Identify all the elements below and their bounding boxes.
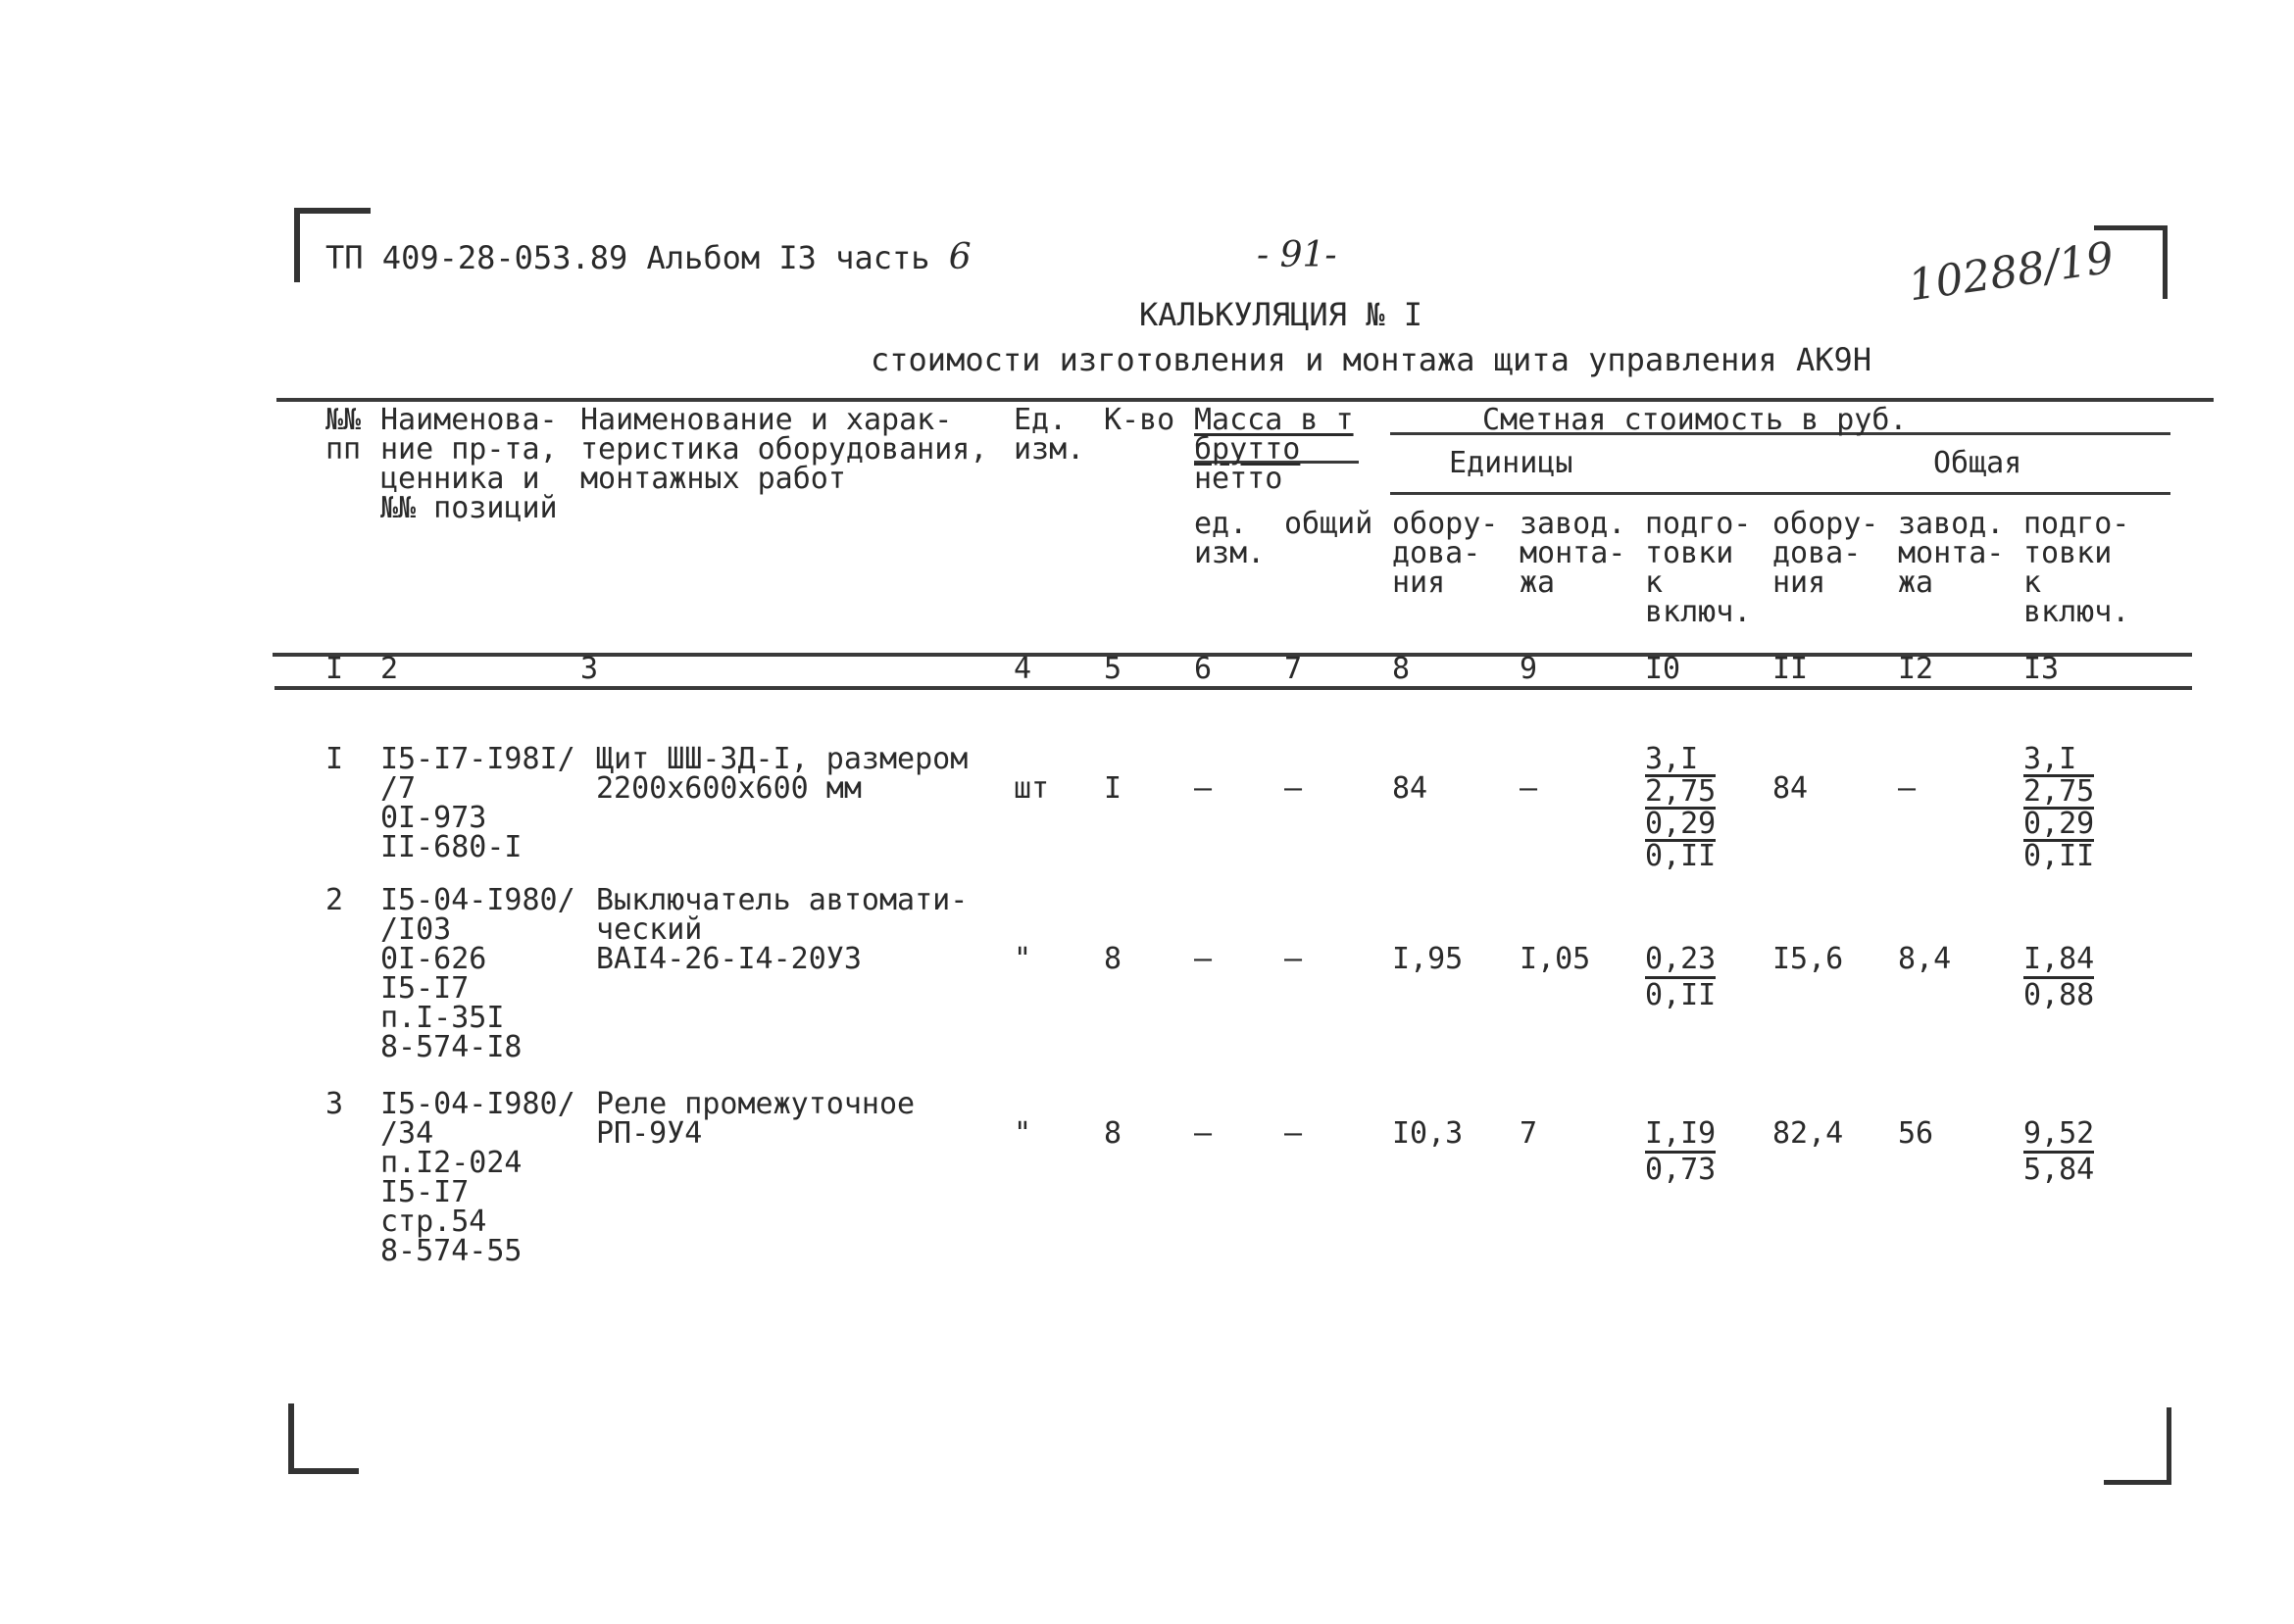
unit: " [1014,1116,1032,1151]
mass-total: – [1284,942,1303,976]
fraction-denominator: 5,84 [2023,1153,2095,1187]
row-number: 2 [325,883,344,917]
header-mass-brutto: брутто [1194,432,1301,467]
cost-subgroup-rule [1390,492,2170,495]
mass-total: – [1284,1116,1303,1151]
page-number: - 91- [1257,235,1337,275]
quantity: I [1104,771,1122,806]
part-number: 6 [948,237,972,277]
column-number: 6 [1194,652,1213,686]
fraction-numerator: I,I9 [1645,1119,1716,1154]
quantity: 8 [1104,1116,1122,1151]
mass-total: – [1284,771,1303,806]
header-mass-total: общий [1284,507,1373,541]
fraction-line: 0,II [1645,839,1717,873]
fraction-line: 0,29 [1645,807,1717,841]
unit-preparation-cost [1645,742,1717,873]
header-total-equipment: обору- дова- ния [1772,507,1879,600]
row-number: I [325,742,344,776]
table-top-rule [276,398,2214,402]
price-reference: I5-04-I980/ /34 п.I2-024 I5-I7 стр.54 8-574-55 [380,1087,575,1268]
total-preparation-cost [2023,1116,2095,1187]
column-number: II [1772,652,1809,686]
header-unit-cost-group: Единицы [1449,446,1573,480]
total-assembly-cost: 56 [1898,1116,1934,1151]
column-number: 5 [1104,652,1122,686]
header-total-cost-group: Общая [1933,446,2022,480]
total-preparation-cost [2023,742,2095,873]
header-total-preparation: подго- товки к включ. [2023,507,2130,629]
unit-equipment-cost: I,95 [1392,942,1464,976]
unit-preparation-cost [1645,942,1717,1012]
total-equipment-cost: 84 [1772,771,1809,806]
header-equipment-name: Наименование и харак- теристика оборудования, монтажных работ [580,403,988,496]
unit-preparation-cost [1645,1116,1717,1187]
fraction-line: 0,II [2023,839,2095,873]
fraction-line: 3,I [2023,745,2094,777]
calculation-subtitle: стоимости изготовления и монтажа щита управления АК9Н [871,341,1872,378]
header-mass-group: Масса в т [1194,403,1354,437]
price-reference: I5-I7-I98I/ /7 0I-973 II-680-I [380,742,575,864]
mass-unit: – [1194,942,1213,976]
fraction-line: 2,75 [2023,774,2095,809]
header-mass-unit: ед. изм. [1194,507,1266,570]
column-number-rule [274,686,2192,690]
total-equipment-cost: I5,6 [1772,942,1844,976]
document-code [325,237,972,277]
header-unit-equipment: обору- дова- ния [1392,507,1499,600]
fraction-denominator: 0,73 [1645,1153,1717,1187]
total-preparation-cost [2023,942,2095,1012]
fraction-line: 2,75 [1645,774,1717,809]
unit-assembly-cost: 7 [1520,1116,1538,1151]
header-quantity: К-во [1104,403,1175,437]
unit-assembly-cost: I,05 [1520,942,1591,976]
header-total-assembly: завод. монта- жа [1898,507,2005,600]
column-number: 4 [1014,652,1032,686]
fraction-numerator: 9,52 [2023,1119,2094,1154]
calculation-title: КАЛЬКУЛЯЦИЯ № I [1139,296,1422,333]
fraction-line: 0,29 [2023,807,2095,841]
column-number: I [325,652,344,686]
equipment-name: Выключатель автомати- ческий ВАI4-26-I4-20У3 [596,883,969,976]
unit-equipment-cost: 84 [1392,771,1428,806]
header-unit: Ед. изм. [1014,403,1085,467]
unit: шт [1014,771,1050,806]
price-reference: I5-04-I980/ /I03 0I-626 I5-I7 п.I-35I 8-574-I8 [380,883,575,1064]
header-price-reference: Наименова- ние пр-та, ценника и №№ позиций [380,403,558,525]
unit: " [1014,942,1032,976]
column-number: 2 [380,652,399,686]
column-number: I3 [2023,652,2060,686]
row-number: 3 [325,1087,344,1121]
column-number: I2 [1898,652,1934,686]
fraction-numerator: I,84 [2023,945,2094,979]
fraction-line: 3,I [1645,745,1716,777]
equipment-name: Щит ШШ-ЗД-I, размером 2200х600х600 мм [596,742,969,806]
quantity: 8 [1104,942,1122,976]
fraction-denominator: 0,88 [2023,978,2095,1012]
column-number: 7 [1284,652,1303,686]
total-assembly-cost: – [1898,771,1917,806]
column-number: I0 [1645,652,1681,686]
header-row-number: №№ пп [325,403,362,467]
total-assembly-cost: 8,4 [1898,942,1952,976]
equipment-name: Реле промежуточное РП-9У4 [596,1087,916,1151]
header-unit-preparation: подго- товки к включ. [1645,507,1752,629]
unit-equipment-cost: I0,3 [1392,1116,1464,1151]
corner-mark-bottom-right [2104,1407,2171,1485]
mass-unit: – [1194,1116,1213,1151]
column-number: 8 [1392,652,1411,686]
document-code-text: ТП 409-28-053.89 Альбом I3 часть [325,239,930,276]
header-cost-group: Сметная стоимость в руб. [1482,403,1908,437]
column-number: 3 [580,652,599,686]
total-equipment-cost: 82,4 [1772,1116,1844,1151]
header-unit-assembly: завод. монта- жа [1520,507,1626,600]
fraction-denominator: 0,II [1645,978,1717,1012]
fraction-numerator: 0,23 [1645,945,1716,979]
handwritten-stamp-number: 10288/19 [1905,232,2118,312]
column-number: 9 [1520,652,1538,686]
header-mass-netto: нетто [1194,462,1283,496]
mass-unit: – [1194,771,1213,806]
corner-mark-bottom-left [288,1403,359,1474]
unit-assembly-cost: – [1520,771,1538,806]
